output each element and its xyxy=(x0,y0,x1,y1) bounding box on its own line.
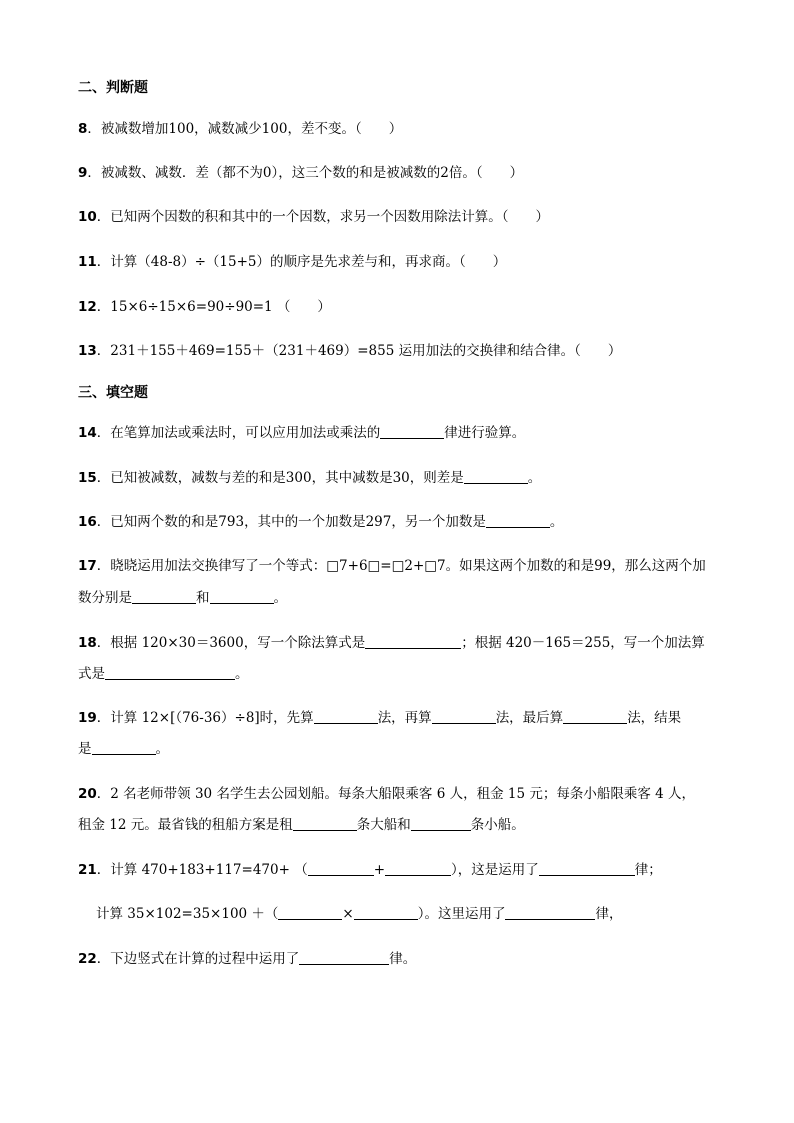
question-18-line2 xyxy=(78,665,249,683)
question-19-line1 xyxy=(78,709,681,727)
question-text: ．计算 470+183+117=470+ （ xyxy=(96,862,308,878)
question-21-line2 xyxy=(96,905,622,923)
question-20-line1 xyxy=(78,785,695,803)
answer-blank[interactable] xyxy=(464,469,528,484)
section-title-fill-in: 三、填空题 xyxy=(78,385,148,401)
question-text: 。 xyxy=(527,470,542,486)
question-text: 条大船和 xyxy=(356,817,411,833)
answer-blank[interactable] xyxy=(385,861,451,876)
question-text: ．根据 120×30＝3600，写一个除法算式是 xyxy=(96,635,366,651)
answer-blank[interactable] xyxy=(432,709,496,724)
question-17-line1 xyxy=(78,557,706,575)
question-text: 法，再算 xyxy=(377,710,432,726)
answer-blank[interactable] xyxy=(92,740,156,755)
question-text: 法，最后算 xyxy=(495,710,564,726)
question-text: 律进行验算。 xyxy=(444,425,526,441)
question-text: ．已知两个因数的积和其中的一个因数，求另一个因数用除法计算。（ ） xyxy=(96,209,550,225)
question-number: 13 xyxy=(78,343,97,359)
question-text: 。 xyxy=(549,514,564,530)
section-title-judgement: 二、判断题 xyxy=(78,80,148,96)
answer-blank[interactable] xyxy=(314,709,378,724)
question-text: ．被减数增加100，减数减少100，差不变。（ ） xyxy=(87,121,403,137)
question-text: × xyxy=(342,906,354,922)
question-15 xyxy=(78,469,541,487)
question-text: 条小船。 xyxy=(470,817,525,833)
question-text: ．被减数、减数．差（都不为0），这三个数的和是被减数的2倍。（ ） xyxy=(87,165,524,181)
question-text: 法，结果 xyxy=(627,710,682,726)
question-17-line2 xyxy=(78,589,287,607)
question-text: ．2 名老师带领 30 名学生去公园划船。每条大船限乘客 6 人，租金 15 元；每条小船限乘客 4 人， xyxy=(96,786,696,802)
question-text: 是 xyxy=(78,741,92,757)
question-text: 数分别是 xyxy=(78,590,132,606)
question-text: 。 xyxy=(273,590,287,606)
question-text: 。 xyxy=(155,741,169,757)
answer-blank[interactable] xyxy=(411,816,471,831)
question-text: 式是 xyxy=(78,666,105,682)
question-number: 12 xyxy=(78,299,97,315)
question-text: ．计算 12×[（76-36）÷8]时，先算 xyxy=(96,710,314,726)
question-text: ．231＋155＋469=155＋（231＋469）=855 运用加法的交换律和结合律。（ ） xyxy=(96,343,622,359)
answer-blank[interactable] xyxy=(486,513,550,528)
question-text: 律； xyxy=(634,862,662,878)
question-number: 21 xyxy=(78,862,97,878)
question-16 xyxy=(78,513,563,531)
question-number: 8 xyxy=(78,121,88,137)
question-number: 20 xyxy=(78,786,97,802)
question-text: ；根据 420－165＝255，写一个加法算 xyxy=(461,635,705,651)
question-10 xyxy=(78,208,549,226)
answer-blank[interactable] xyxy=(308,861,374,876)
question-text: ．已知两个数的和是793，其中的一个加数是297，另一个加数是 xyxy=(96,514,486,530)
question-number: 15 xyxy=(78,470,97,486)
answer-blank[interactable] xyxy=(132,589,196,604)
question-number: 11 xyxy=(78,254,97,270)
answer-blank[interactable] xyxy=(210,589,274,604)
question-text: ．下边竖式在计算的过程中运用了 xyxy=(96,951,300,967)
question-text: ．已知被减数，减数与差的和是300，其中减数是30，则差是 xyxy=(96,470,464,486)
answer-blank[interactable] xyxy=(505,905,595,920)
question-text: 。 xyxy=(235,666,249,682)
answer-blank[interactable] xyxy=(380,424,444,439)
question-text: ．在笔算加法或乘法时，可以应用加法或乘法的 xyxy=(96,425,381,441)
question-text: 律， xyxy=(595,906,623,922)
question-9 xyxy=(78,164,523,182)
question-text: 和 xyxy=(196,590,210,606)
question-22 xyxy=(78,950,416,968)
question-number: 22 xyxy=(78,951,97,967)
question-20-line2 xyxy=(78,816,525,834)
answer-blank[interactable] xyxy=(563,709,627,724)
answer-blank[interactable] xyxy=(354,905,418,920)
question-13 xyxy=(78,342,621,360)
question-number: 19 xyxy=(78,710,97,726)
question-number: 18 xyxy=(78,635,97,651)
question-14 xyxy=(78,424,525,442)
answer-blank[interactable] xyxy=(293,816,357,831)
question-text: ）。这里运用了 xyxy=(417,906,506,922)
answer-blank[interactable] xyxy=(278,905,342,920)
question-text: + xyxy=(373,862,386,878)
answer-blank[interactable] xyxy=(105,665,235,680)
question-21-line1 xyxy=(78,861,662,879)
answer-blank[interactable] xyxy=(365,634,461,649)
answer-blank[interactable] xyxy=(539,861,635,876)
question-18-line1 xyxy=(78,634,705,652)
question-number: 10 xyxy=(78,209,97,225)
question-text: ），这是运用了 xyxy=(451,862,539,878)
question-number: 14 xyxy=(78,425,97,441)
question-text: 租金 12 元。最省钱的租船方案是租 xyxy=(78,817,293,833)
question-text: 律。 xyxy=(389,951,417,967)
question-number: 16 xyxy=(78,514,97,530)
question-text: ．晓晓运用加法交换律写了一个等式：□7+6□=□2+□7。如果这两个加数的和是99，那么这两个加 xyxy=(96,558,706,574)
question-text: ．计算（48-8）÷（15+5）的顺序是先求差与和，再求商。（ ） xyxy=(96,254,507,270)
answer-blank[interactable] xyxy=(299,950,389,965)
question-11 xyxy=(78,253,506,271)
question-19-line2 xyxy=(78,740,169,758)
question-number: 9 xyxy=(78,165,88,181)
question-12 xyxy=(78,298,331,316)
question-number: 17 xyxy=(78,558,97,574)
question-text: ．15×6÷15×6=90÷90=1 （ ） xyxy=(96,299,331,315)
question-text: 计算 35×102=35×100 ＋（ xyxy=(96,906,279,922)
question-8 xyxy=(78,120,402,138)
